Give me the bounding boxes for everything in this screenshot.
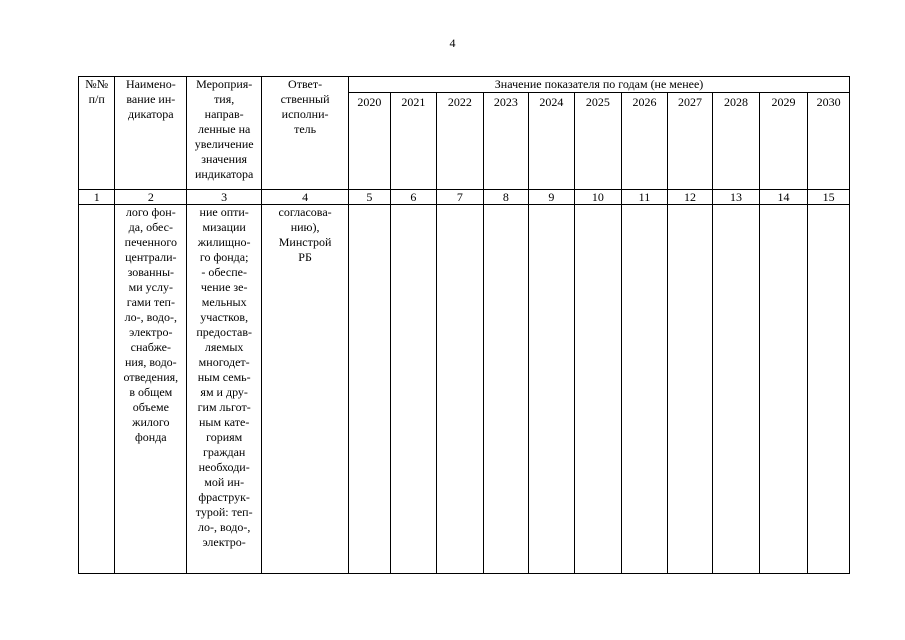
value-cell-2021 (390, 205, 437, 574)
header-year-2026: 2026 (622, 93, 668, 190)
column-number-9: 9 (529, 190, 575, 205)
header-year-2028: 2028 (713, 93, 760, 190)
row-indicator-cell: лого фон- да, обес- печенного централи- зованны- ми услу- гами теп- ло-, водо-, электро- снабже- ния, водо- отведения, в общем объеме жилого фонда (115, 205, 187, 574)
header-year-2030: 2030 (808, 93, 850, 190)
header-year-2024: 2024 (529, 93, 575, 190)
column-number-13: 13 (713, 190, 760, 205)
column-number-14: 14 (759, 190, 808, 205)
header-number: №№ п/п (79, 77, 115, 190)
page-number: 4 (449, 36, 456, 50)
row-responsible-cell: согласова- нию), Минстрой РБ (262, 205, 349, 574)
header-year-2027: 2027 (667, 93, 713, 190)
column-number-2: 2 (115, 190, 187, 205)
column-number-12: 12 (667, 190, 713, 205)
header-year-2020: 2020 (349, 93, 390, 190)
header-responsible: Ответ- ственный исполни- тель (262, 77, 349, 190)
header-year-2023: 2023 (483, 93, 529, 190)
column-number-8: 8 (483, 190, 529, 205)
header-year-2025: 2025 (574, 93, 622, 190)
header-year-2029: 2029 (759, 93, 808, 190)
header-year-2022: 2022 (437, 93, 484, 190)
column-number-10: 10 (574, 190, 622, 205)
value-cell-2027 (667, 205, 713, 574)
value-cell-2028 (713, 205, 760, 574)
value-cell-2025 (574, 205, 622, 574)
header-year-2021: 2021 (390, 93, 437, 190)
indicators-table (78, 76, 850, 574)
header-measures: Мероприя- тия, направ- ленные на увеличение значения индикатора (187, 77, 262, 190)
column-number-15: 15 (808, 190, 850, 205)
value-cell-2029 (759, 205, 808, 574)
column-number-5: 5 (349, 190, 390, 205)
header-indicator-name: Наимено- вание ин- дикатора (115, 77, 187, 190)
column-number-4: 4 (262, 190, 349, 205)
value-cell-2026 (622, 205, 668, 574)
column-number-1: 1 (79, 190, 115, 205)
value-cell-2023 (483, 205, 529, 574)
row-measures-cell: ние опти- мизации жилищно- го фонда; - обеспе- чение зе- мельных участков, предостав- ляемых многодет- ным семь- ям и дру- гим льгот- ным кате- гориям граждан необходи- мой ин- фраструк- турой: теп- ло-, водо-, электро- (187, 205, 262, 574)
column-number-3: 3 (187, 190, 262, 205)
value-cell-2030 (808, 205, 850, 574)
value-cell-2020 (349, 205, 390, 574)
header-values-by-year: Значение показателя по годам (не менее) (349, 77, 850, 93)
row-number-cell (79, 205, 115, 574)
column-number-11: 11 (622, 190, 668, 205)
value-cell-2022 (437, 205, 484, 574)
column-number-6: 6 (390, 190, 437, 205)
value-cell-2024 (529, 205, 575, 574)
column-number-7: 7 (437, 190, 484, 205)
